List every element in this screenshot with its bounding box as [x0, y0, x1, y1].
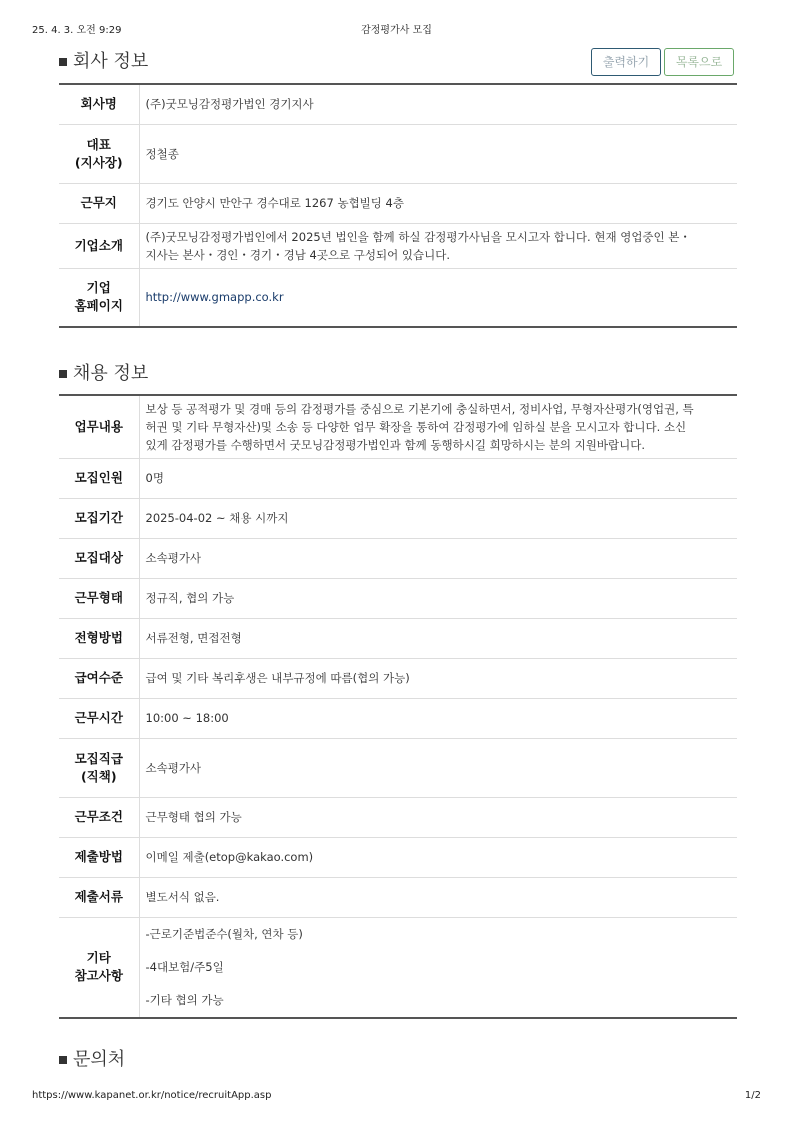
row-value: (주)굿모닝감정평가법인 경기지사	[139, 84, 737, 124]
print-url: https://www.kapanet.or.kr/notice/recruitApp.asp	[32, 1090, 272, 1101]
print-date: 25. 4. 3. 오전 9:29	[32, 25, 122, 36]
table-row	[59, 395, 737, 458]
row-value	[139, 268, 737, 327]
row-label	[59, 124, 139, 183]
row-value: 소속평가사	[139, 538, 737, 578]
row-value: 10:00 ~ 18:00	[139, 698, 737, 738]
page-number: 1/2	[744, 1090, 761, 1101]
row-value: 근무형태 협의 가능	[139, 797, 737, 837]
label-line: (지사장)	[74, 154, 123, 170]
row-label: 회사명	[59, 84, 139, 124]
value-line: 있게 감정평가를 수행하면서 굿모닝감정평가법인과 함께 동행하시길 희망하시는 분의 지원바랍니다.	[145, 437, 645, 452]
row-label: 급여수준	[59, 658, 139, 698]
label-line: 기타	[86, 950, 111, 965]
row-label	[59, 268, 139, 327]
value-line: -4대보험/주5일	[145, 959, 224, 974]
row-value: 급여 및 기타 복리후생은 내부규정에 따름(협의 가능)	[139, 658, 737, 698]
table-row	[59, 223, 737, 268]
print-button[interactable]: 출력하기	[591, 48, 661, 76]
row-label: 근무지	[59, 183, 139, 223]
company-section-title	[59, 47, 148, 73]
table-row	[59, 917, 737, 1018]
contact-section-title-text: 문의처	[73, 1049, 126, 1070]
row-label: 업무내용	[59, 395, 139, 458]
row-label: 근무시간	[59, 698, 139, 738]
print-footer	[32, 1090, 761, 1104]
homepage-link[interactable]: http://www.gmapp.co.kr	[145, 290, 284, 305]
row-label: 근무형태	[59, 578, 139, 618]
label-line: 홈페이지	[74, 298, 123, 314]
table-row	[59, 738, 737, 797]
row-label: 모집인원	[59, 458, 139, 498]
row-value: 경기도 안양시 만안구 경수대로 1267 농협빌딩 4층	[139, 183, 737, 223]
row-label: 전형방법	[59, 618, 139, 658]
recruit-section-title-text: 채용 정보	[73, 363, 149, 384]
table-row	[59, 618, 737, 658]
row-value: 이메일 제출(etop@kakao.com)	[139, 837, 737, 877]
recruit-info-table	[59, 394, 737, 1019]
row-value	[139, 395, 737, 458]
row-label: 근무조건	[59, 797, 139, 837]
print-header	[32, 21, 761, 35]
row-value	[139, 917, 737, 1018]
table-row	[59, 578, 737, 618]
row-label: 모집대상	[59, 538, 139, 578]
label-line: (직책)	[80, 768, 117, 784]
label-line: 참고사항	[74, 968, 123, 983]
row-label	[59, 738, 139, 797]
table-row	[59, 837, 737, 877]
table-row	[59, 183, 737, 223]
list-button[interactable]: 목록으로	[664, 48, 734, 76]
value-line: 허권 및 기타 무형자산)및 소송 등 다양한 업무 확장을 통하여 감정평가에 임하실 분을 모시고자 합니다. 소신	[145, 419, 687, 434]
section-bullet-icon	[59, 370, 67, 378]
table-row	[59, 84, 737, 124]
value-line: 지사는 본사・경인・경기・경남 4곳으로 구성되어 있습니다.	[145, 247, 450, 262]
row-value: 소속평가사	[139, 738, 737, 797]
table-row	[59, 458, 737, 498]
company-info-table	[59, 83, 737, 328]
label-line: 모집직급	[74, 750, 123, 766]
contact-section-title	[59, 1045, 125, 1071]
recruit-section-title	[59, 359, 148, 385]
row-label: 제출방법	[59, 837, 139, 877]
print-doc-title: 감정평가사 모집	[361, 25, 432, 36]
table-row	[59, 698, 737, 738]
company-section-title-text: 회사 정보	[73, 51, 149, 72]
table-row	[59, 538, 737, 578]
row-value: 정규직, 협의 가능	[139, 578, 737, 618]
section-bullet-icon	[59, 1056, 67, 1064]
row-label: 모집기간	[59, 498, 139, 538]
value-line: -기타 협의 가능	[145, 992, 224, 1007]
row-label: 제출서류	[59, 877, 139, 917]
table-row	[59, 498, 737, 538]
table-row	[59, 658, 737, 698]
value-line: 보상 등 공적평가 및 경매 등의 감정평가를 중심으로 기본기에 충실하면서, 정비사업, 무형자산평가(영업권, 특	[145, 401, 694, 416]
row-label	[59, 917, 139, 1018]
section-bullet-icon	[59, 58, 67, 66]
row-value: 서류전형, 면접전형	[139, 618, 737, 658]
row-value: 별도서식 없음.	[139, 877, 737, 917]
row-value: 정철종	[139, 124, 737, 183]
value-line: (주)굿모닝감정평가법인에서 2025년 법인을 함께 하실 감정평가사님을 모시고자 합니다. 현재 영업중인 본・	[145, 229, 691, 244]
table-row	[59, 877, 737, 917]
label-line: 대표	[86, 136, 111, 152]
row-value	[139, 223, 737, 268]
row-label: 기업소개	[59, 223, 139, 268]
table-row	[59, 124, 737, 183]
row-value: 0명	[139, 458, 737, 498]
table-row	[59, 268, 737, 327]
value-line: -근로기준법준수(월차, 연차 등)	[145, 926, 303, 941]
label-line: 기업	[86, 280, 111, 296]
row-value: 2025-04-02 ~ 채용 시까지	[139, 498, 737, 538]
table-row	[59, 797, 737, 837]
